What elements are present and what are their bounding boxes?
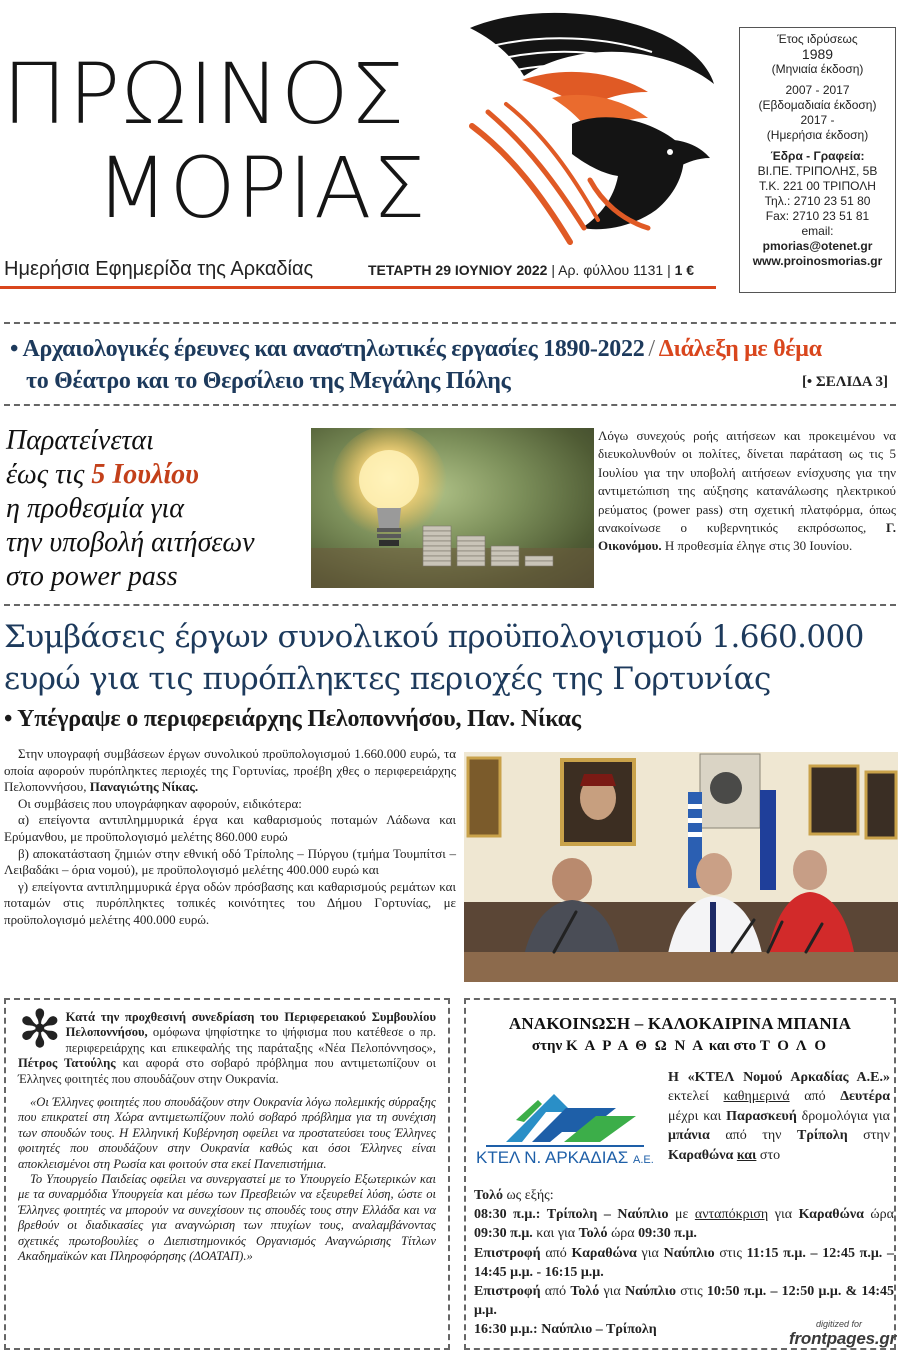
ktel-text: στο xyxy=(756,1147,781,1163)
phone: Τηλ.: 2710 23 51 80 xyxy=(764,194,871,208)
ktel-logo-text xyxy=(476,1148,654,1168)
ktel-text: από την xyxy=(709,1128,798,1144)
powerpass-head-line: Παρατείνεται xyxy=(6,425,154,456)
lecture-banner[interactable] xyxy=(4,322,896,406)
masthead xyxy=(0,0,900,300)
ktel-subtitle-text: και στο xyxy=(705,1038,760,1054)
powerpass-headline[interactable] xyxy=(6,424,306,594)
ktel-place: Καραθώνα xyxy=(798,1207,864,1223)
ktel-time: 10:50 π.μ. – 12:50 μ.μ. & 14:45 μ.μ. xyxy=(474,1284,895,1319)
main-story-paragraph xyxy=(4,746,456,796)
ktel-text: ώρα xyxy=(863,1207,894,1223)
frontpages-link: frontpages.gr xyxy=(789,1329,896,1348)
ktel-subtitle-place: Κ Α Ρ Α Θ Ω Ν Α xyxy=(565,1038,706,1054)
main-story-paragraph: γ) επείγοντα αντιπλημμυρικά έργα οδών πρόσβασης και καθαρισμούς ρεμάτων και ποταμών στις πυρόπληκτες τοπικές κοινότητες του Δήμου Γορτυνίας, με προϋπολογισμό μελέτης 400.000 ευρώ. xyxy=(4,878,456,927)
powerpass-text: Λόγω συνεχούς ροής αιτήσεων και προκειμένου να διευκολυνθούν οι πολίτες, δίνεται παράταση ως τις 5 Ιουλίου για την υποβολή αιτήσεων ενίσχυσης για την αντιμετώπιση της αύξησης κατανάλωσης ηλεκτρικού ρεύματος (power pass) στη σχετική πλατφόρμα, όπως ανακοίνωσε ο κυβερνητικός εκπρόσωπος, xyxy=(598,428,896,536)
ktel-place: Τολό xyxy=(570,1284,600,1300)
ktel-schedule-line xyxy=(474,1282,894,1320)
ktel-text: ώρα xyxy=(607,1226,639,1242)
ktel-text: και xyxy=(736,1147,757,1163)
ktel-route: 08:30 π.μ.: Τρίπολη – Ναύπλιο xyxy=(474,1207,669,1223)
regional-governor-name: Παναγιώτης Νίκας. xyxy=(89,779,199,795)
ktel-return: Επιστροφή xyxy=(474,1284,541,1300)
powerpass-head-line xyxy=(6,458,306,492)
ktel-text: δρομολόγια για xyxy=(796,1108,891,1124)
ktel-logo-name: ΚΤΕΛ Ν. ΑΡΚΑΔΙΑΣ xyxy=(476,1148,629,1167)
main-story-paragraph: β) αποκατάσταση ζημιών στην εθνική οδό Τρίπολης – Πύργου (τμήμα Τουμπίτσι – Λειβαδάκι – όρια νομού), με προϋπολογισμό μελέτης 400.000 ευρώ και xyxy=(4,845,456,878)
ukraine-students-article xyxy=(4,998,450,1350)
students-quote xyxy=(18,1095,436,1264)
digitized-watermark[interactable] xyxy=(776,1320,896,1349)
ktel-schedule-line xyxy=(474,1244,894,1282)
main-story-subtitle: • Υπέγραψε ο περιφερειάρχης Πελοποννήσου, Παν. Νίκας xyxy=(4,706,581,732)
ktel-text: μέχρι και xyxy=(668,1108,727,1124)
founded-year: 1989 xyxy=(801,46,834,62)
powerpass-deadline: 5 Ιουλίου xyxy=(91,459,199,490)
ktel-text: στις xyxy=(676,1284,707,1300)
students-intro-text: ομόφωνα ψηφίστηκε το ψήφισμα που κατέθεσε ο πρ. περιφερειάρχης και επικεφαλής της παράταξης «Νέα Πελοπόννησος», xyxy=(65,1025,436,1055)
ktel-text: ανταπόκριση xyxy=(694,1207,769,1223)
powerpass-text: Η προθεσμία έληγε στις 30 Ιουνίου. xyxy=(661,538,853,554)
logo-title-line1: ΠΡΩΙΝΟΣ xyxy=(2,45,406,143)
email-label: email: xyxy=(801,224,834,238)
ktel-subtitle-text: στην xyxy=(531,1038,566,1054)
banner-line1 xyxy=(10,336,822,363)
banner-separator: / xyxy=(648,336,655,362)
website-link[interactable]: www.proinosmorias.gr xyxy=(752,254,883,268)
ktel-intro xyxy=(668,1068,890,1165)
contract-signing-illustration xyxy=(464,752,898,982)
ktel-text: για xyxy=(599,1284,625,1300)
powerpass-head-line: η προθεσμία για xyxy=(6,493,184,524)
banner-page-ref[interactable]: [• ΣΕΛΙΔΑ 3] xyxy=(801,374,888,390)
ktel-text: από xyxy=(540,1284,571,1300)
ktel-text: με xyxy=(668,1207,695,1223)
ktel-text: ως εξής: xyxy=(502,1188,554,1203)
address-line1: ΒΙ.ΠΕ. ΤΡΙΠΟΛΗΣ, 5Β xyxy=(757,164,878,178)
ktel-text: για xyxy=(636,1245,664,1261)
banner-headline: • Αρχαιολογικές έρευνες και αναστηλωτικές εργασίες 1890-2022 xyxy=(10,336,645,362)
edition-monthly: (Μηνιαία έκδοση) xyxy=(771,62,864,76)
asterisk-icon: ✻ xyxy=(18,1000,62,1060)
issue-price: 1 € xyxy=(674,262,695,278)
contract-signing-photo xyxy=(464,752,898,982)
main-story-body xyxy=(4,746,456,929)
issue-number: Αρ. φύλλου 1131 xyxy=(558,262,664,278)
ktel-time: 11:15 π.μ. – 12:45 π.μ. – 14:45 μ.μ. - 16:15 μ.μ. xyxy=(474,1245,895,1280)
office-label: Έδρα - Γραφεία: xyxy=(770,149,865,163)
issue-info: ΤΕΤΑΡΤΗ 29 ΙΟΥΝΙΟΥ 2022 | Αρ. φύλλου 1131 | 1 € xyxy=(368,262,695,278)
ktel-place: Τρίπολη xyxy=(797,1128,848,1144)
edition-daily: (Ημερήσια έκδοση) xyxy=(766,128,869,142)
ktel-text: στην xyxy=(847,1128,891,1144)
period-daily: 2017 - xyxy=(800,113,835,127)
ktel-text: και για xyxy=(532,1226,579,1242)
main-story-paragraph: Οι συμβάσεις που υπογράφηκαν αφορούν, ειδικότερα: xyxy=(18,795,302,811)
ktel-text: εκτελεί xyxy=(668,1089,724,1105)
ktel-schedule-line xyxy=(474,1186,894,1205)
ktel-day: Παρασκευή xyxy=(726,1108,797,1124)
ktel-day: Δευτέρα xyxy=(840,1089,891,1105)
ktel-text: για xyxy=(768,1207,799,1223)
students-intro-text: και αφορά στο σοβαρό πρόβλημα που αντιμετωπίζουν οι Έλληνες φοιτητές που σπουδάζουν στην Ουκρανία. xyxy=(18,1056,436,1086)
powerpass-spokesperson: Γ. Οικονόμου. xyxy=(598,520,896,554)
ktel-route: 16:30 μ.μ.: Ναύπλιο – Τρίπολη xyxy=(474,1322,657,1338)
lightbulb-coins-illustration xyxy=(311,428,594,588)
ktel-subtitle-place: Τ Ο Λ Ο xyxy=(759,1038,829,1054)
ktel-place: Ναύπλιο xyxy=(624,1284,677,1300)
ktel-schedule xyxy=(474,1186,894,1340)
powerpass-head-line: στο power pass xyxy=(6,561,178,592)
main-story-title[interactable]: Συμβάσεις έργων συνολικού προϋπολογισμού 1.660.000 ευρώ για τις πυρόπληκτες περιοχές της Γορτυνίας xyxy=(4,619,864,697)
ktel-schedule-line xyxy=(474,1205,894,1243)
ktel-place: Καραθώνα xyxy=(571,1245,637,1261)
ktel-time: 09:30 π.μ. xyxy=(474,1226,533,1242)
main-story-text: Στην υπογραφή συμβάσεων έργων συνολικού προϋπολογισμού 1.660.000 ευρώ, τα οποία αφορούν πυρόπληκτες περιοχές της Γορτυνίας, προέβη χθες ο περιφερειάρχης Πελοποννήσου, xyxy=(4,746,456,795)
students-quote-paragraph: «Οι Έλληνες φοιτητές που σπουδάζουν στην Ουκρανία λόγω πολεμικής σύρραξης που επικρατεί στη Χώρα αντιμετωπίζουν πολύ σοβαρό πρόβλημα για τη συνέχιση των σπουδών τους. Η Ελληνική Κυβέρνηση οφείλει να προστατεύσει τους Έλληνες φοιτητές που σπουδάζουν στην Ουκρανία καθώς και όσοι Έλληνες είναι αποκλεισμένοι στη Ρωσία και φοιτούν στα εκεί Πανεπιστήμια. xyxy=(18,1095,436,1171)
ktel-text: στις xyxy=(714,1245,747,1261)
section-divider xyxy=(4,604,896,606)
lightbulb-coins-photo xyxy=(311,428,594,588)
ktel-text: μπάνια xyxy=(668,1128,710,1144)
ktel-place: Τολό xyxy=(474,1188,503,1203)
address-line2: Τ.Κ. 221 00 ΤΡΙΠΟΛΗ xyxy=(759,179,876,193)
period-weekly: 2007 - 2017 xyxy=(785,83,850,97)
ktel-place: Τολό xyxy=(578,1226,608,1242)
students-proposer-name: Πέτρος Τατούλης xyxy=(18,1056,116,1071)
banner-line2: το Θέατρο και το Θερσίλειο της Μεγάλης Πόλης xyxy=(26,368,511,394)
masthead-rule xyxy=(0,286,716,289)
banner-highlight: Διάλεξη με θέμα xyxy=(658,336,822,362)
powerpass-head-line: την υποβολή αιτήσεων xyxy=(6,527,255,558)
issue-date: ΤΕΤΑΡΤΗ 29 ΙΟΥΝΙΟΥ 2022 xyxy=(368,262,548,278)
publisher-info-box xyxy=(739,27,896,293)
founded-label: Έτος ιδρύσεως xyxy=(777,32,858,46)
main-story-paragraph: α) επείγοντα αντιπλημμυρικά έργα και καθαρισμούς ποταμών Λάδωνα και Ερύμανθου, με προϋπολογισμό μελέτης 860.000 ευρώ xyxy=(4,812,456,844)
tagline: Ημερήσια Εφημερίδα της Αρκαδίας xyxy=(4,258,314,280)
powerpass-body xyxy=(598,427,896,556)
ktel-place: Ναύπλιο xyxy=(663,1245,715,1261)
bird-logo-icon xyxy=(452,6,720,256)
students-intro-bold: Κατά την προχθεσινή συνεδρίαση του Περιφερειακού Συμβουλίου Πελοποννήσου, xyxy=(65,1010,436,1040)
digitized-label: digitized for xyxy=(815,1319,862,1329)
edition-weekly: (Εβδομαδιαία έκδοση) xyxy=(758,98,877,112)
ktel-text: από xyxy=(540,1245,572,1261)
ktel-text: καθημερινά xyxy=(723,1089,790,1105)
ktel-place: Καραθώνα xyxy=(668,1147,734,1163)
ktel-subtitle xyxy=(474,1038,886,1055)
logo-title-line2: ΜΟΡΙΑΣ xyxy=(96,139,427,237)
ktel-title: ΑΝΑΚΟΙΝΩΣΗ – ΚΑΛΟΚΑΙΡΙΝΑ ΜΠΑΝΙΑ xyxy=(508,1014,852,1033)
students-intro xyxy=(18,1000,436,1087)
ktel-return: Επιστροφή xyxy=(474,1245,541,1261)
fax: Fax: 2710 23 51 81 xyxy=(765,209,870,223)
email-link[interactable]: pmorias@otenet.gr xyxy=(762,239,873,253)
ktel-company: Η «ΚΤΕΛ Νομού Αρκαδίας Α.Ε.» xyxy=(668,1070,890,1085)
ktel-announcement xyxy=(464,998,896,1350)
powerpass-head-text: έως τις xyxy=(6,459,92,490)
ktel-text: από xyxy=(789,1089,841,1105)
ktel-time: 09:30 π.μ. xyxy=(638,1226,697,1242)
ktel-logo-suffix: Α.Ε. xyxy=(633,1154,654,1166)
students-quote-paragraph: Το Υπουργείο Παιδείας οφείλει να συνεργαστεί με το Υπουργείο Εξωτερικών και με τα συναρμόδια Υπουργεία και μέσω των Πρεσβειών να εξευρεθεί λύση, ώστε οι Έλληνες φοιτητές να μπορούν να συνεχίσουν τις σπουδές τους στην Ελλάδα και να βρεθούν οι διαδικασίες για αναγνώριση των πτυχίων τους, αναλαμβάνοντας σχετικές πρωτοβουλίες ο Διεπιστημονικός Οργανισμός Αναγνώρισης Τίτλων Ακαδημαϊκών και Πληροφόρησης (ΔΟΑΤΑΠ).» xyxy=(18,1172,436,1264)
